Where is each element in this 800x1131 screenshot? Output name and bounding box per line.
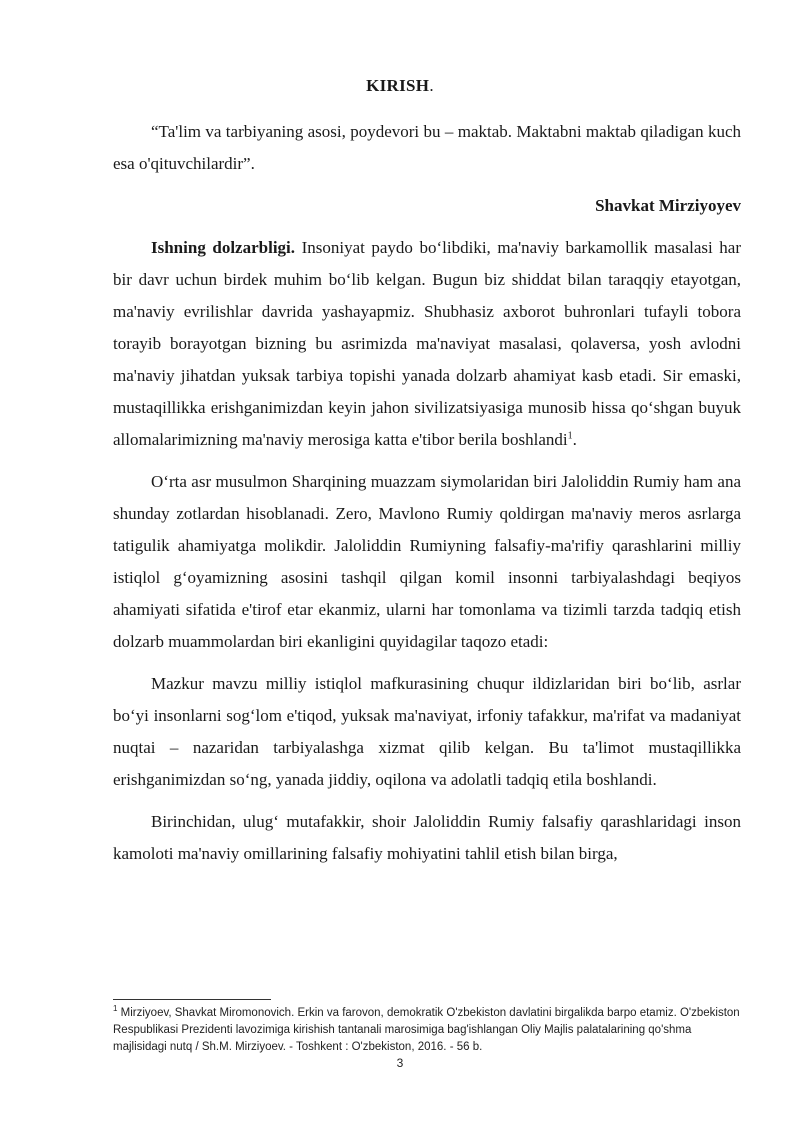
epigraph-author: Shavkat Mirziyoyev	[595, 196, 741, 215]
epigraph	[113, 116, 741, 180]
title-dot: .	[429, 76, 434, 95]
paragraph-relevance-end: .	[572, 430, 577, 449]
paragraph-relevance-text: Insoniyat paydo bo‘libdiki, ma'naviy barkamollik masalasi har bir davr uchun birdek muhim bo‘lib kelgan. Bugun biz shiddat bilan taraqqiy etayotgan, ma'naviy evrilishlar davrida yashayapmiz. Shubhasiz axborot buhronlari tufayli tobora torayib borayotgan bizning bu asrimizda ma'naviyat masalasi, qolaversa, yosh avlodni ma'naviy jihatdan yuksak tarbiya topishi yanada dolzarb ahamiyat kasb etadi. Sir emaski, mustaqillikka erishganimizdan keyin jahon sivilizatsiyasiga munosib hissa qo‘shgan buyuk allomalarimizning ma'naviy merosiga katta e'tibor berila boshlandi	[113, 238, 741, 449]
paragraph-ideology: Mazkur mavzu milliy istiqlol mafkurasining chuqur ildizlaridan biri bo‘lib, asrlar bo‘yi insonlarni sog‘lom e'tiqod, yuksak ma'naviyat, irfoniy tafakkur, ma'rifat va madaniyat nuqtai – nazaridan tarbiyalashga xizmat qilib kelgan. Bu ta'limot mustaqillikka erishganimizdan so‘ng, yanada jiddiy, oqilona va adolatli tadqiq etila boshlandi.	[113, 674, 741, 789]
body-text	[113, 232, 741, 870]
page-number: 3	[396, 1056, 404, 1070]
page-title	[0, 76, 800, 96]
footnote-divider	[113, 999, 271, 1000]
paragraph-relevance	[113, 232, 741, 456]
footnote-text: Mirziyoev, Shavkat Miromonovich. Erkin va farovon, demokratik O'zbekiston davlatini birgalikda barpo etamiz. O'zbekiston Respublikasi Prezidenti lavozimiga kirishish tantanali marosimiga bag'ishlangan Oliy Majlis palatalarining qo'shma majlisidagi nutq / Sh.M. Mirziyoev. - Toshkent : O'zbekiston, 2016. - 56 b.	[113, 1007, 740, 1053]
footnote-reference[interactable]: 1	[567, 430, 573, 442]
paragraph-rumiy: O‘rta asr musulmon Sharqining muazzam siymolaridan biri Jaloliddin Rumiy ham ana shunday zotlardan hisoblanadi. Zero, Mavlono Rumiy qoldirgan ma'naviy meros asrlarga tatigulik ahamiyatga molikdir. Jaloliddin Rumiyning falsafiy-ma'rifiy qarashlarini milliy istiqlol g‘oyamizning asosini tashqil qilgan komil insonni tarbiyalashdagi beqiyos ahamiyati sifatida e'tirof etar ekanmiz, ularni har tomonlama va tizimli tarzda tadqiq etish dolzarb muammolardan biri ekanligini quyidagilar taqozo etadi:	[113, 472, 741, 651]
footnote-marker: 1	[113, 1004, 118, 1014]
paragraph-lead: Ishning dolzarbligi.	[151, 238, 296, 257]
title-text: KIRISH	[366, 76, 430, 95]
epigraph-quote: “Ta'lim va tarbiyaning asosi, poydevori bu – maktab. Maktabni maktab qiladigan kuch esa o'qituvchilardir”.	[113, 122, 741, 173]
footnote	[113, 1005, 741, 1056]
paragraph-first: Birinchidan, ulug‘ mutafakkir, shoir Jaloliddin Rumiy falsafiy qarashlaridagi inson kamoloti ma'naviy omillarining falsafiy mohiyatini tahlil etish bilan birga,	[113, 812, 741, 863]
